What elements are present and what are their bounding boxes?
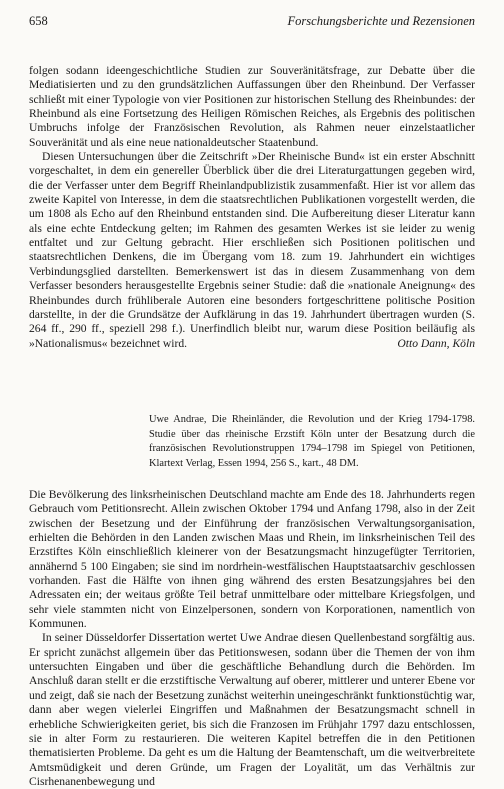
bibliography-text: Uwe Andrae, Die Rheinländer, die Revolution und der Krieg 1794-1798. Studie über das rheinische Erzstift Köln unter der Besatzung durch die französischen Revolutionstruppen 1794–1798 im Spiegel von Petitionen, Klartext Verlag, Essen 1994, 256 S., kart., 48 DM.	[149, 414, 475, 469]
review-continuation	[29, 64, 475, 351]
page	[29, 0, 475, 788]
reviewer-signature: Otto Dann, Köln	[397, 336, 475, 350]
bibliographic-entry	[149, 413, 475, 471]
paragraph: folgen sodann ideengeschichtliche Studien zur Souveränitätsfrage, zur Debatte über die Mediatisierten und zu den grundsätzlichen Auffassungen über den Rheinbund. Der Verfasser schließt mit einer Typologie von vier Positionen zur historischen Stellung des Rheinbundes: der Rheinbund als eine Fortsetzung des Heiligen Römischen Reiches, als Ergebnis des politischen Umbruchs infolge der Französischen Revolution, als Rahmen neuer einzelstaatlicher Souveränität und als eine neue nationaldeutscher Staatenbund.	[29, 64, 475, 149]
page-header	[29, 0, 475, 52]
page-number: 658	[29, 14, 48, 28]
paragraph: Diesen Untersuchungen über die Zeitschrift »Der Rheinische Bund« ist ein erster Abschnitt vorgeschaltet, in dem ein genereller Überblick über die drei Literaturgattungen gegeben wird, die der Verfasser unter dem Begriff Rheinlandpublizistik zusammenfaßt. Hier ist vor allem das zweite Kapitel von Interesse, in dem die staatsrechtlichen Publikationen vorgestellt werden, die um 1808 als Echo auf den Rheinbund entstanden sind. Die Aufbereitung dieser Literatur kann als eine echte Entdeckung gelten; im Rahmen des gesamten Werkes ist sie leider zu wenig entfaltet und zur Geltung gebracht. Hier erschließen sich Positionen politischen und staatsrechtlichen Denkens, die im Übergang vom 18. zum 19. Jahrhundert ein wichtiges Verbindungsglied darstellten. Bemerkenswert ist das in diesem Zusammenhang von dem Verfasser besonders herausgestellte Ergebnis seiner Studie: daß die »nationale Aneignung« des Rheinbundes durch frühliberale Autoren eine besonders fortgeschrittene politische Position darstellte, in der die Grundsätze der Aufklärung in das 19. Jahrhundert übertragen wurden (S. 264 ff., 290 ff., speziell 298 f.). Unerfindlich bleibt nur, warum diese Position beiläufig als »Nationalismus« bezeichnet wird.	[29, 150, 475, 350]
paragraph: Die Bevölkerung des linksrheinischen Deutschland machte am Ende des 18. Jahrhunderts regen Gebrauch vom Petitionsrecht. Allein zwischen Oktober 1794 und Anfang 1798, also in der Zeit zwischen der Besetzung und der Einführung der französischen Verwaltungsorganisation, erhielten die Behörden in den Landen zwischen Maas und Rhein, im linksrheinischen Teil des Erzstiftes Köln einschließlich kleinerer von der Besatzungsmacht hinzugefügter Territorien, annähernd 5 100 Eingaben; sie sind im nordrhein-westfälischen Hauptstaatsarchiv geschlossen vorhanden. Fast die Hälfte von ihnen ging während des ersten Besatzungsjahres bei den Adressaten ein; der weitaus größte Teil betraf unmittelbare oder mittelbare Kriegsfolgen, und sehr viele stammten nicht von Einzelpersonen, sondern von Korporationen, namentlich von Kommunen.	[29, 488, 475, 631]
running-title: Forschungsberichte und Rezensionen	[287, 14, 475, 28]
review-body	[29, 488, 475, 789]
paragraph: In seiner Düsseldorfer Dissertation wertet Uwe Andrae diesen Quellenbestand sorgfältig aus. Er spricht zunächst allgemein über das Petitionswesen, sodann über die Themen der von ihm untersuchten Eingaben und über die geschäftliche Behandlung durch die Behörden. Im Anschluß daran stellt er die erzstiftische Verwaltung auf oberer, mittlerer und unterer Ebene vor und zeigt, daß sie nach der Besetzung zunächst weiterhin uneingeschränkt funktionstüchtig war, dann aber wegen vielerlei Eingriffen und Maßnahmen der Besatzungsmacht schnell in erhebliche Schwierigkeiten geriet, bis sich die Franzosen im Frühjahr 1797 dazu entschlossen, sie in alter Form zu restaurieren. Die weiteren Kapitel betreffen die in den Petitionen thematisierten Probleme. Da geht es um die Haltung der Beamtenschaft, um die weitverbreitete Amtsmüdigkeit und deren Gründe, um Fragen der Loyalität, um das Verhältnis zur Cisrhenanenbewegung und	[29, 631, 475, 788]
